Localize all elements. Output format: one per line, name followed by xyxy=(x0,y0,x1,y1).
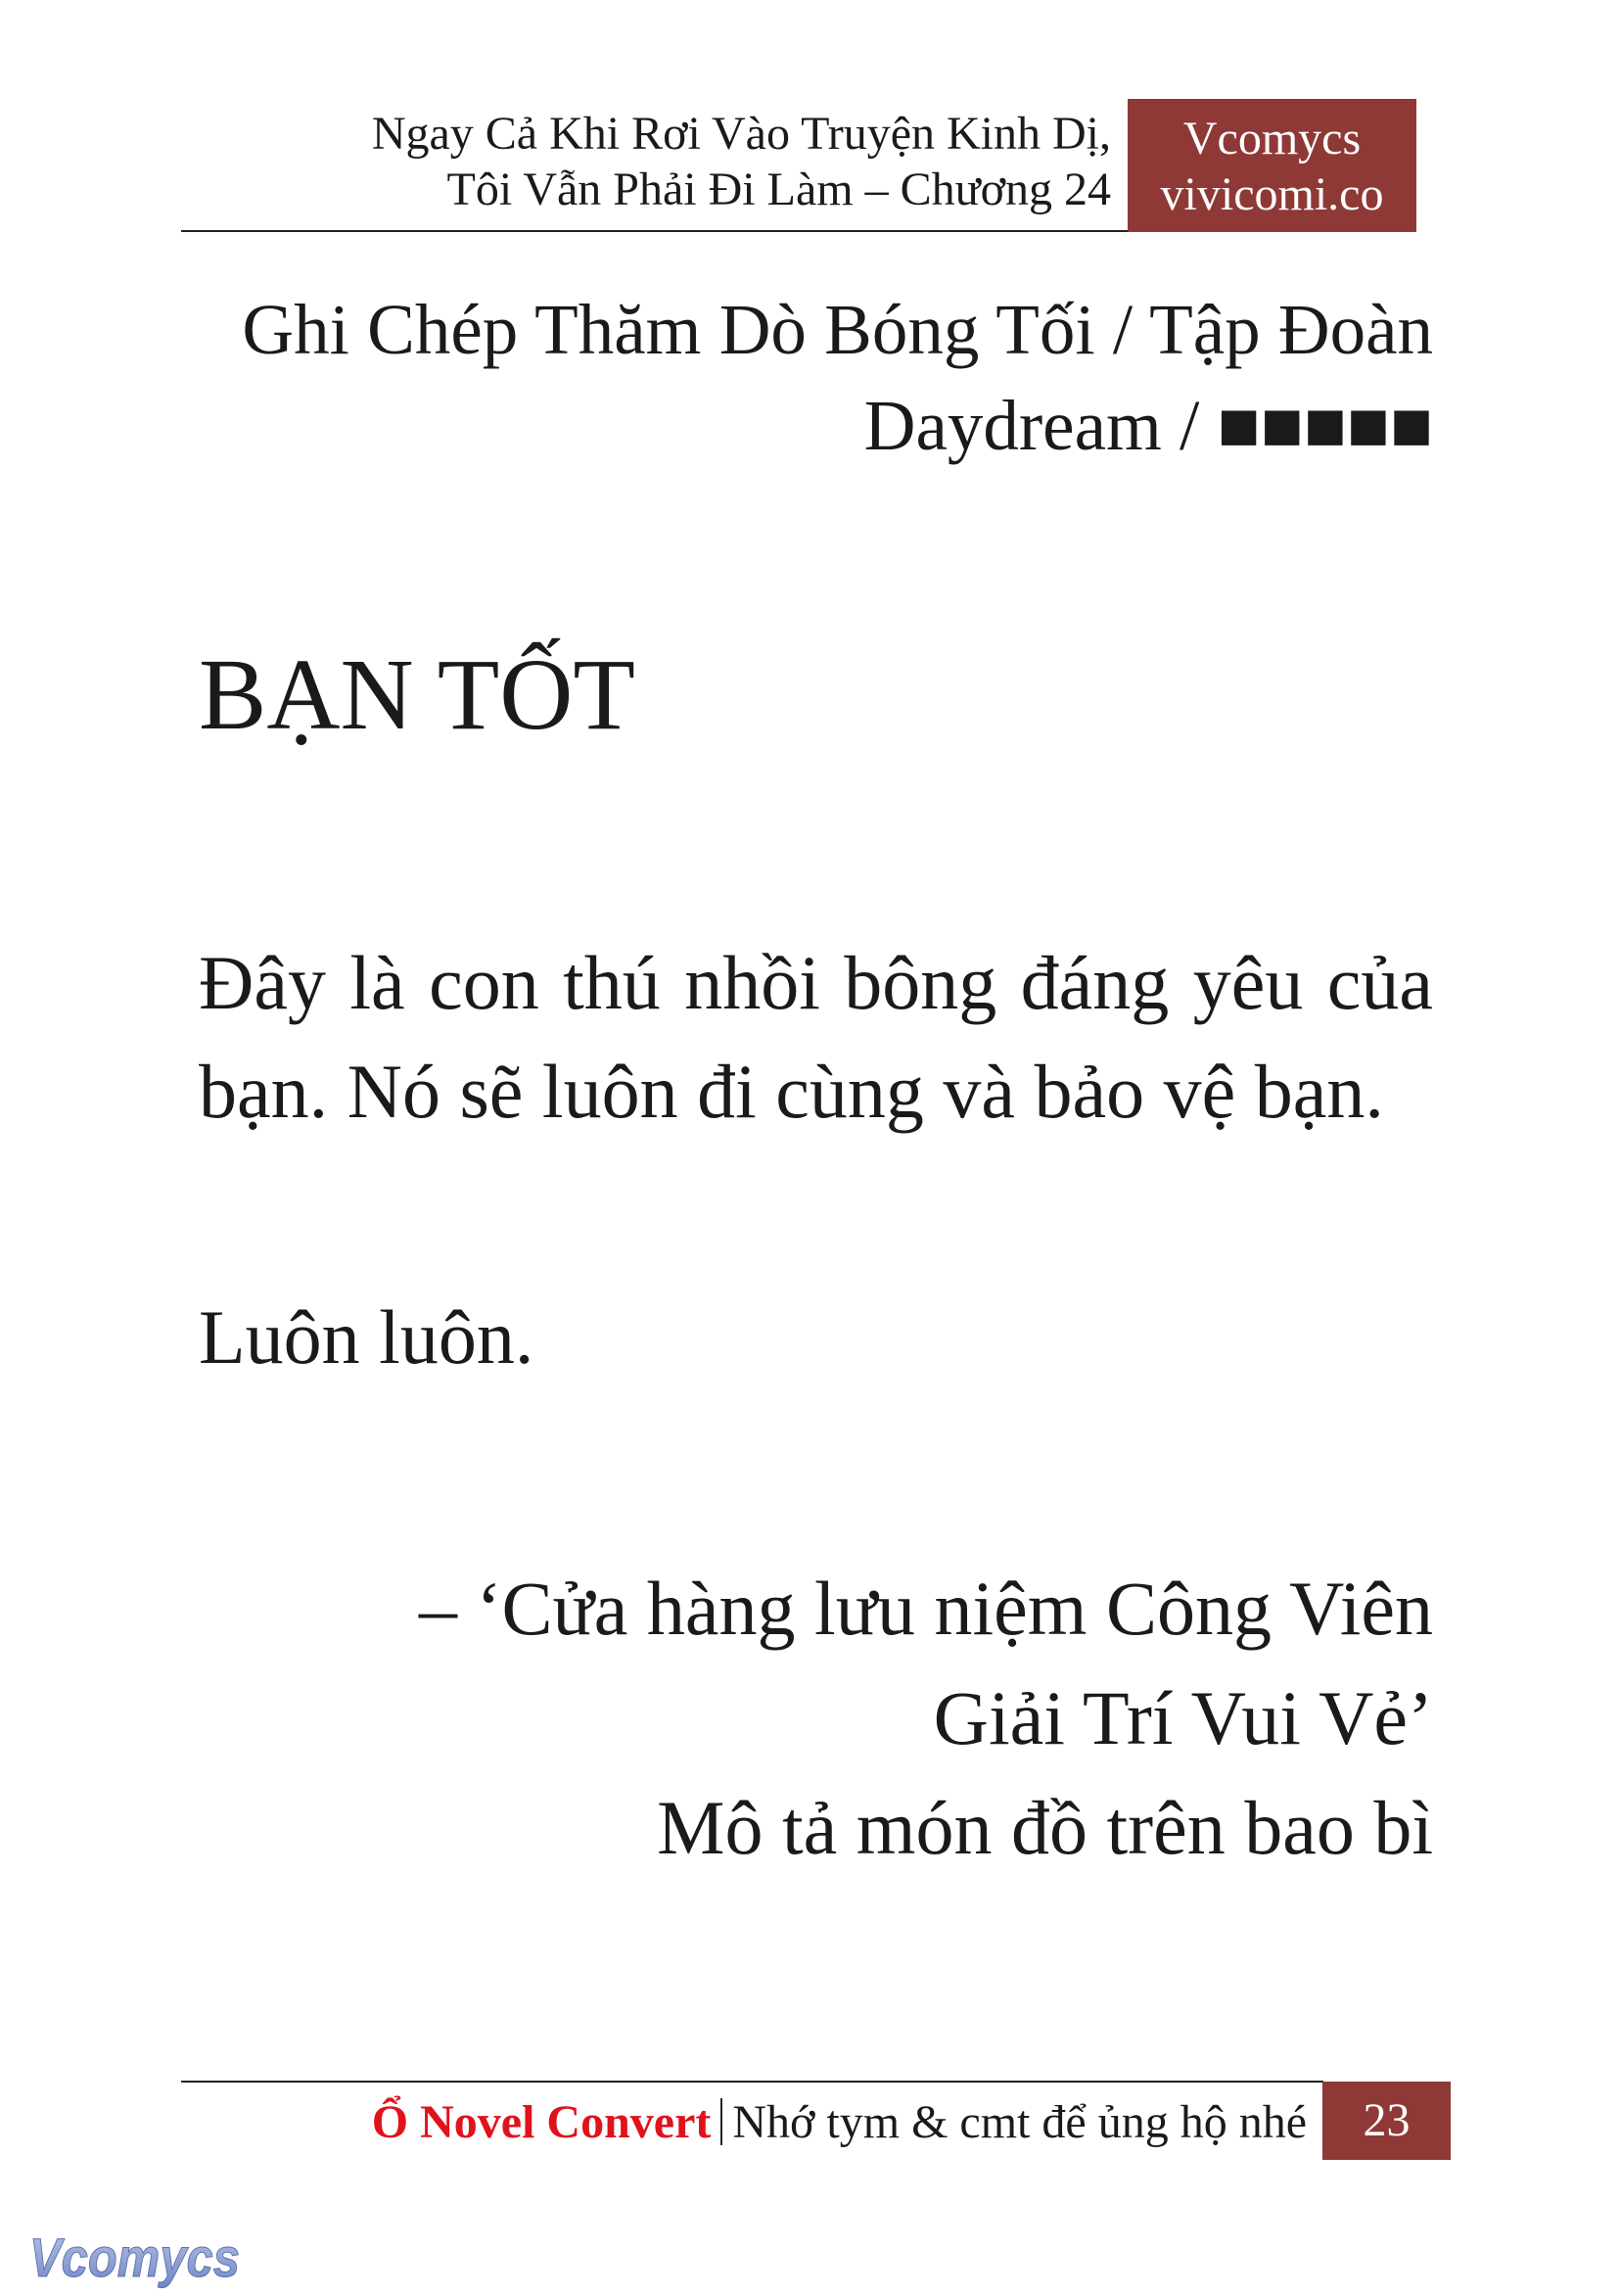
page-number: 23 xyxy=(1322,2082,1451,2160)
subtitle-line-2: Daydream / ■■■■■ xyxy=(863,386,1433,465)
footer-text xyxy=(181,2093,1307,2152)
site-badge-url: vivicomi.co xyxy=(1160,168,1384,220)
footer-divider xyxy=(181,2081,1323,2083)
book-title-line-2: Tôi Vẫn Phải Đi Làm – Chương 24 xyxy=(446,164,1111,215)
header-divider xyxy=(181,230,1128,232)
site-badge xyxy=(1128,99,1416,232)
quote-line-3: Mô tả món đồ trên bao bì xyxy=(657,1785,1433,1870)
book-title-line-1: Ngay Cả Khi Rơi Vào Truyện Kinh Dị, xyxy=(371,108,1111,160)
running-header-title xyxy=(181,106,1111,217)
footer-separator xyxy=(720,2098,722,2145)
body-paragraph: Đây là con thú nhồi bông đáng yêu của bạn. Nó sẽ luôn đi cùng và bảo vệ bạn. xyxy=(199,940,1433,1134)
body-paragraph: Luôn luôn. xyxy=(199,1294,534,1380)
subtitle-line-1: Ghi Chép Thăm Dò Bóng Tối / Tập Đoàn xyxy=(242,290,1433,369)
svg-text:Vcomycs: Vcomycs xyxy=(29,2226,240,2288)
vcomycs-logo-icon xyxy=(27,2223,253,2296)
quote-line-1: – ‘Cửa hàng lưu niệm Công Viên xyxy=(419,1566,1433,1651)
chapter-title: BẠN TỐT xyxy=(199,638,635,751)
footer-brand: Ổ Novel Convert xyxy=(371,2096,712,2148)
footer-message: Nhớ tym & cmt để ủng hộ nhé xyxy=(732,2096,1307,2148)
section-subtitle xyxy=(235,282,1433,474)
epigraph-quote xyxy=(294,1554,1433,1883)
site-badge-name: Vcomycs xyxy=(1182,113,1362,164)
quote-line-2: Giải Trí Vui Vẻ’ xyxy=(933,1675,1433,1760)
